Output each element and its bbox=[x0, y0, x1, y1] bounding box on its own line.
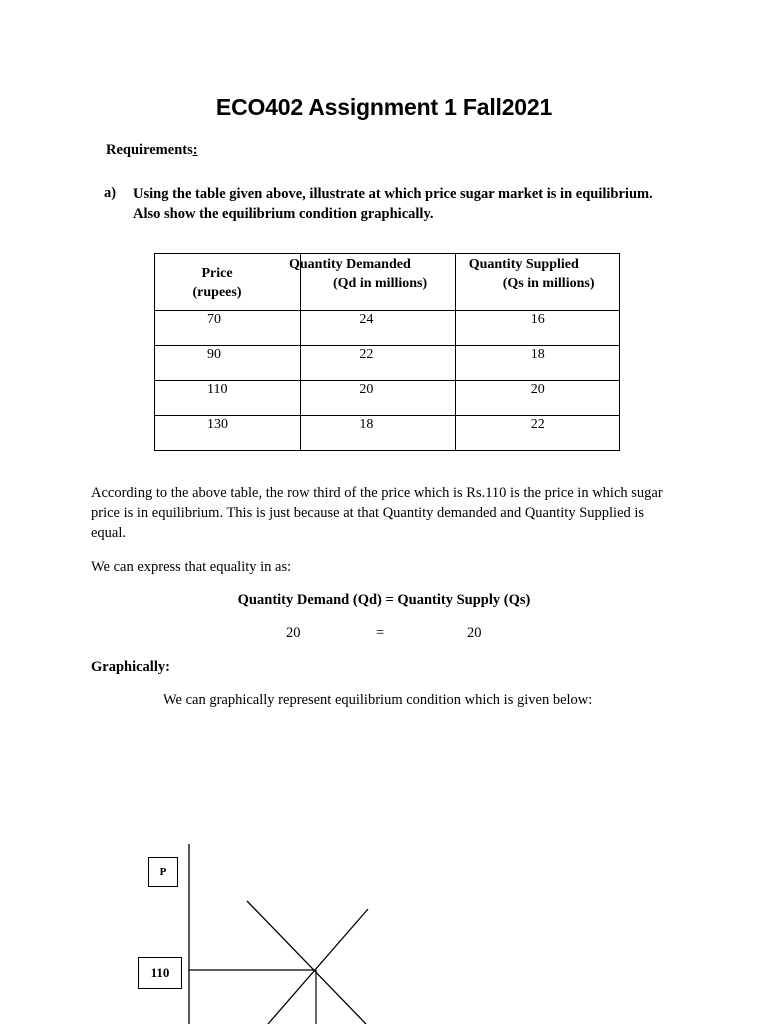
cell-qs: 22 bbox=[455, 416, 619, 451]
cell-qd: 22 bbox=[301, 346, 455, 381]
equality-left-value: 20 bbox=[286, 625, 301, 641]
cell-qd: 18 bbox=[301, 416, 455, 451]
document-title: ECO402 Assignment 1 Fall2021 bbox=[215, 94, 553, 120]
demand-curve bbox=[247, 901, 366, 1024]
requirements-label: Requirements bbox=[106, 142, 193, 158]
equilibrium-price-label-box: 110 bbox=[138, 957, 182, 989]
header-qs-line1: Quantity Supplied bbox=[468, 257, 579, 272]
header-price-line2: (rupees) bbox=[192, 285, 242, 300]
header-qd-line1: Quantity Demanded bbox=[289, 257, 411, 272]
cell-price: 70 bbox=[155, 311, 301, 346]
graph-intro-text: We can graphically represent equilibrium condition which is given below: bbox=[163, 692, 593, 708]
header-qs-line2: (Qs in millions) bbox=[502, 276, 595, 291]
cell-price: 110 bbox=[155, 381, 301, 416]
question-a-text: Using the table given above, illustrate at which price sugar market is in equilibrium. Also show the equilibrium condition graphically. bbox=[133, 186, 653, 222]
graph-heading: Graphically: bbox=[91, 659, 170, 675]
header-price-line1: Price bbox=[201, 266, 233, 281]
cell-price: 90 bbox=[155, 346, 301, 381]
equality-sign: = bbox=[376, 625, 385, 641]
cell-qs: 18 bbox=[455, 346, 619, 381]
question-a-label: a) bbox=[104, 185, 117, 201]
cell-qd: 20 bbox=[301, 381, 455, 416]
cell-price: 130 bbox=[155, 416, 301, 451]
equality-right-value: 20 bbox=[467, 625, 482, 641]
cell-qd: 24 bbox=[301, 311, 455, 346]
header-qd-line2: (Qd in millions) bbox=[333, 276, 428, 291]
explanation-paragraph: According to the above table, the row third of the price which is Rs.110 is the price in which sugar price is in equilibrium. This is just because at that Quantity demanded and Quantity Supplied is equal. bbox=[91, 485, 663, 541]
supply-curve bbox=[268, 909, 368, 1024]
equilibrium-formula: Quantity Demand (Qd) = Quantity Supply (Qs) bbox=[237, 592, 531, 608]
cell-qs: 16 bbox=[455, 311, 619, 346]
requirements-colon: : bbox=[192, 142, 198, 158]
express-text: We can express that equality in as: bbox=[91, 559, 292, 575]
cell-qs: 20 bbox=[455, 381, 619, 416]
y-axis-label-box: P bbox=[148, 857, 178, 887]
